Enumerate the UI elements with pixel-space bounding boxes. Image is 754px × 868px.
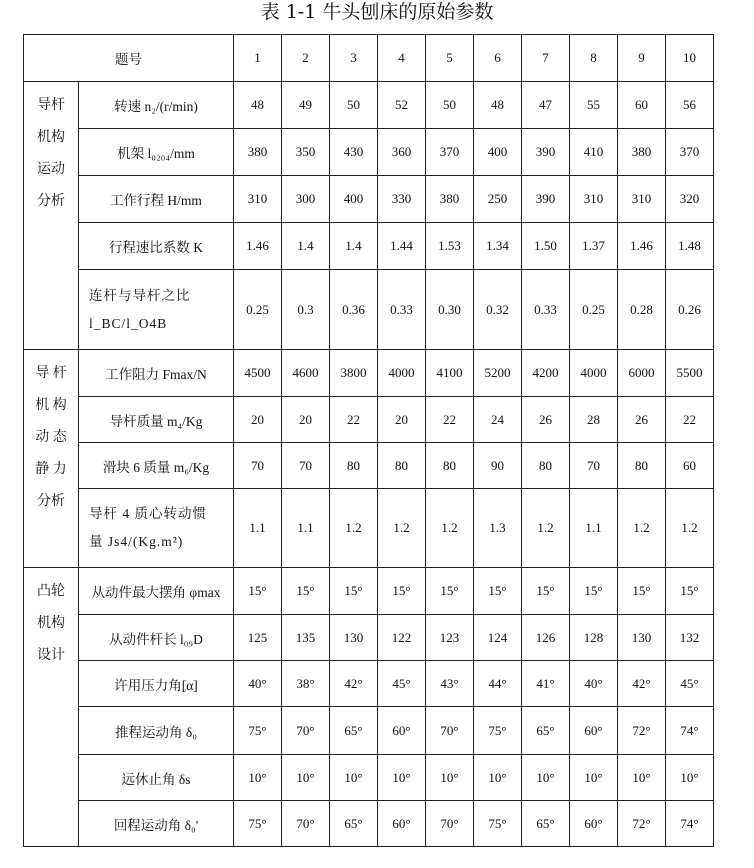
parameter-label	[79, 801, 234, 847]
table-row	[24, 801, 714, 847]
value-cell: 15°	[474, 568, 522, 615]
parameter-label	[79, 755, 234, 801]
value-cell: 1.2	[666, 489, 714, 568]
value-cell: 70	[570, 443, 618, 489]
parameter-label	[79, 489, 234, 568]
table-row	[24, 397, 714, 443]
parameter-label-line: 工作阻力 Fmax/N	[105, 367, 207, 382]
value-cell: 15°	[522, 568, 570, 615]
value-cell: 41°	[522, 661, 570, 707]
table-row	[24, 443, 714, 489]
header-number: 8	[570, 35, 618, 82]
value-cell: 22	[330, 397, 378, 443]
parameter-label-line: 从动件杆长 l₀₉D	[109, 631, 203, 647]
parameter-label	[79, 82, 234, 129]
value-cell: 20	[282, 397, 330, 443]
value-cell: 1.37	[570, 223, 618, 270]
section-label-line: 导 杆	[35, 366, 67, 381]
value-cell: 3800	[330, 350, 378, 397]
value-cell: 1.44	[378, 223, 426, 270]
value-cell: 10°	[570, 755, 618, 801]
header-number: 4	[378, 35, 426, 82]
parameter-label-line: 推程运动角 δ₀	[115, 724, 197, 740]
value-cell: 90	[474, 443, 522, 489]
value-cell: 4000	[378, 350, 426, 397]
value-cell: 0.25	[570, 270, 618, 350]
value-cell: 80	[522, 443, 570, 489]
parameter-label	[79, 443, 234, 489]
value-cell: 0.25	[234, 270, 282, 350]
value-cell: 15°	[234, 568, 282, 615]
value-cell: 1.2	[330, 489, 378, 568]
value-cell: 130	[330, 615, 378, 661]
value-cell: 28	[570, 397, 618, 443]
value-cell: 1.46	[234, 223, 282, 270]
value-cell: 50	[426, 82, 474, 129]
value-cell: 44°	[474, 661, 522, 707]
parameter-label-line: 导杆 4 质心转动惯	[89, 506, 207, 521]
value-cell: 60	[666, 443, 714, 489]
section-label-line: 凸轮	[37, 584, 65, 599]
header-number: 9	[618, 35, 666, 82]
value-cell: 65°	[330, 707, 378, 755]
value-cell: 430	[330, 129, 378, 176]
value-cell: 1.50	[522, 223, 570, 270]
value-cell: 310	[234, 176, 282, 223]
value-cell: 390	[522, 176, 570, 223]
value-cell: 80	[618, 443, 666, 489]
value-cell: 10°	[234, 755, 282, 801]
value-cell: 0.28	[618, 270, 666, 350]
parameter-label-line: l_BC/l_O4B	[89, 315, 168, 331]
header-row	[24, 35, 714, 82]
value-cell: 0.3	[282, 270, 330, 350]
parameter-label	[79, 350, 234, 397]
parameter-label-line: 转速 n₂/(r/min)	[114, 99, 198, 114]
table-row	[24, 350, 714, 397]
table-row	[24, 568, 714, 615]
value-cell: 123	[426, 615, 474, 661]
value-cell: 65°	[522, 707, 570, 755]
section-label-line: 机 构	[35, 398, 67, 413]
parameter-label	[79, 223, 234, 270]
value-cell: 15°	[330, 568, 378, 615]
table-row	[24, 270, 714, 350]
value-cell: 42°	[330, 661, 378, 707]
value-cell: 80	[426, 443, 474, 489]
value-cell: 5500	[666, 350, 714, 397]
value-cell: 250	[474, 176, 522, 223]
value-cell: 124	[474, 615, 522, 661]
value-cell: 10°	[522, 755, 570, 801]
value-cell: 50	[330, 82, 378, 129]
header-number: 6	[474, 35, 522, 82]
value-cell: 60	[618, 82, 666, 129]
value-cell: 45°	[378, 661, 426, 707]
value-cell: 4100	[426, 350, 474, 397]
section-label-line: 设计	[37, 648, 65, 663]
value-cell: 1.4	[282, 223, 330, 270]
value-cell: 360	[378, 129, 426, 176]
value-cell: 22	[666, 397, 714, 443]
value-cell: 45°	[666, 661, 714, 707]
value-cell: 10°	[282, 755, 330, 801]
value-cell: 72°	[618, 801, 666, 847]
section-label-line: 导杆	[37, 98, 65, 113]
value-cell: 70°	[282, 707, 330, 755]
value-cell: 1.1	[234, 489, 282, 568]
value-cell: 4600	[282, 350, 330, 397]
value-cell: 300	[282, 176, 330, 223]
value-cell: 72°	[618, 707, 666, 755]
value-cell: 24	[474, 397, 522, 443]
parameter-label	[79, 661, 234, 707]
value-cell: 132	[666, 615, 714, 661]
value-cell: 4000	[570, 350, 618, 397]
value-cell: 10°	[330, 755, 378, 801]
value-cell: 15°	[282, 568, 330, 615]
value-cell: 1.2	[522, 489, 570, 568]
section-label	[24, 82, 79, 350]
value-cell: 10°	[426, 755, 474, 801]
value-cell: 10°	[474, 755, 522, 801]
value-cell: 6000	[618, 350, 666, 397]
value-cell: 1.2	[618, 489, 666, 568]
value-cell: 56	[666, 82, 714, 129]
value-cell: 60°	[378, 801, 426, 847]
header-label: 题号	[24, 35, 234, 82]
parameter-label-line: 许用压力角[α]	[114, 677, 198, 693]
parameter-label-line: 导杆质量 m₄/Kg	[109, 413, 203, 429]
value-cell: 125	[234, 615, 282, 661]
value-cell: 70°	[426, 801, 474, 847]
value-cell: 74°	[666, 801, 714, 847]
value-cell: 75°	[234, 707, 282, 755]
value-cell: 60°	[570, 707, 618, 755]
value-cell: 75°	[474, 801, 522, 847]
parameter-label-line: 滑块 6 质量 m₆/Kg	[102, 459, 210, 475]
value-cell: 4500	[234, 350, 282, 397]
value-cell: 350	[282, 129, 330, 176]
value-cell: 15°	[378, 568, 426, 615]
section-label	[24, 568, 79, 847]
value-cell: 122	[378, 615, 426, 661]
value-cell: 1.1	[570, 489, 618, 568]
value-cell: 0.33	[378, 270, 426, 350]
header-number: 5	[426, 35, 474, 82]
value-cell: 400	[474, 129, 522, 176]
value-cell: 1.53	[426, 223, 474, 270]
header-number: 10	[666, 35, 714, 82]
value-cell: 1.1	[282, 489, 330, 568]
value-cell: 48	[474, 82, 522, 129]
value-cell: 370	[666, 129, 714, 176]
value-cell: 126	[522, 615, 570, 661]
value-cell: 60°	[570, 801, 618, 847]
value-cell: 80	[378, 443, 426, 489]
value-cell: 80	[330, 443, 378, 489]
table-row	[24, 223, 714, 270]
value-cell: 0.33	[522, 270, 570, 350]
table-row	[24, 661, 714, 707]
table-row	[24, 489, 714, 568]
section-label	[24, 350, 79, 568]
value-cell: 70	[282, 443, 330, 489]
parameter-label-line: 机架 l₀₂₀₄/mm	[117, 146, 195, 161]
parameter-label	[79, 568, 234, 615]
parameter-table	[23, 34, 714, 847]
parameter-label	[79, 176, 234, 223]
parameter-label	[79, 397, 234, 443]
parameter-label	[79, 129, 234, 176]
value-cell: 40°	[234, 661, 282, 707]
value-cell: 20	[234, 397, 282, 443]
parameter-label	[79, 615, 234, 661]
value-cell: 0.32	[474, 270, 522, 350]
section-label-line: 机构	[37, 130, 65, 145]
value-cell: 310	[570, 176, 618, 223]
section-label-line: 分析	[37, 494, 65, 509]
table-row	[24, 129, 714, 176]
table-row	[24, 707, 714, 755]
value-cell: 1.2	[378, 489, 426, 568]
table-row	[24, 176, 714, 223]
value-cell: 1.3	[474, 489, 522, 568]
value-cell: 60°	[378, 707, 426, 755]
value-cell: 1.48	[666, 223, 714, 270]
value-cell: 49	[282, 82, 330, 129]
value-cell: 370	[426, 129, 474, 176]
value-cell: 75°	[474, 707, 522, 755]
value-cell: 65°	[330, 801, 378, 847]
parameter-label	[79, 707, 234, 755]
value-cell: 74°	[666, 707, 714, 755]
section-label-line: 分析	[37, 194, 65, 209]
value-cell: 47	[522, 82, 570, 129]
parameter-label-line: 回程运动角 δ₀'	[113, 817, 199, 833]
table-row	[24, 82, 714, 129]
section-label-line: 运动	[37, 162, 65, 177]
parameter-label-line: 行程速比系数 K	[108, 240, 204, 255]
value-cell: 10°	[618, 755, 666, 801]
value-cell: 380	[234, 129, 282, 176]
value-cell: 15°	[570, 568, 618, 615]
value-cell: 75°	[234, 801, 282, 847]
value-cell: 0.30	[426, 270, 474, 350]
value-cell: 1.4	[330, 223, 378, 270]
value-cell: 10°	[378, 755, 426, 801]
parameter-label-line: 工作行程 H/mm	[110, 193, 202, 208]
value-cell: 5200	[474, 350, 522, 397]
value-cell: 1.34	[474, 223, 522, 270]
section-label-line: 静 力	[35, 462, 67, 477]
value-cell: 1.2	[426, 489, 474, 568]
value-cell: 10°	[666, 755, 714, 801]
value-cell: 15°	[426, 568, 474, 615]
value-cell: 1.46	[618, 223, 666, 270]
parameter-label-line: 从动件最大摆角 φmax	[91, 585, 221, 600]
parameter-label-line: 远休止角 δs	[121, 771, 191, 787]
value-cell: 43°	[426, 661, 474, 707]
value-cell: 65°	[522, 801, 570, 847]
value-cell: 130	[618, 615, 666, 661]
header-number: 7	[522, 35, 570, 82]
value-cell: 310	[618, 176, 666, 223]
value-cell: 55	[570, 82, 618, 129]
header-number: 1	[234, 35, 282, 82]
value-cell: 40°	[570, 661, 618, 707]
header-number: 3	[330, 35, 378, 82]
value-cell: 380	[426, 176, 474, 223]
parameter-label	[79, 270, 234, 350]
value-cell: 15°	[618, 568, 666, 615]
value-cell: 38°	[282, 661, 330, 707]
value-cell: 128	[570, 615, 618, 661]
table-row	[24, 615, 714, 661]
value-cell: 26	[618, 397, 666, 443]
section-label-line: 动 态	[35, 430, 67, 445]
value-cell: 26	[522, 397, 570, 443]
value-cell: 400	[330, 176, 378, 223]
value-cell: 15°	[666, 568, 714, 615]
value-cell: 320	[666, 176, 714, 223]
value-cell: 390	[522, 129, 570, 176]
value-cell: 0.36	[330, 270, 378, 350]
value-cell: 70°	[426, 707, 474, 755]
value-cell: 22	[426, 397, 474, 443]
value-cell: 42°	[618, 661, 666, 707]
table-row	[24, 755, 714, 801]
section-label-line: 机构	[37, 616, 65, 631]
value-cell: 0.26	[666, 270, 714, 350]
value-cell: 70	[234, 443, 282, 489]
value-cell: 380	[618, 129, 666, 176]
value-cell: 20	[378, 397, 426, 443]
value-cell: 4200	[522, 350, 570, 397]
value-cell: 410	[570, 129, 618, 176]
parameter-label-line: 连杆与导杆之比	[89, 287, 191, 303]
value-cell: 52	[378, 82, 426, 129]
table-caption: 表 1-1 牛头刨床的原始参数	[260, 1, 494, 23]
header-number: 2	[282, 35, 330, 82]
value-cell: 70°	[282, 801, 330, 847]
parameter-label-line: 量 Js4/(Kg.m²)	[89, 534, 184, 549]
value-cell: 135	[282, 615, 330, 661]
value-cell: 48	[234, 82, 282, 129]
value-cell: 330	[378, 176, 426, 223]
